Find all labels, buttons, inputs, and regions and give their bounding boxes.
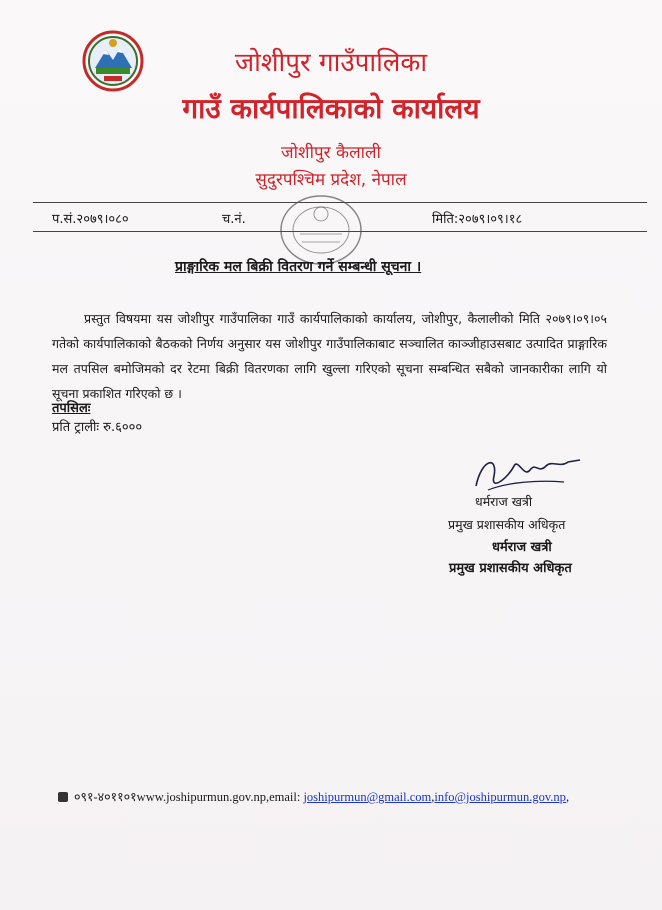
dispatch-number: च.नं. xyxy=(222,212,246,227)
signatory-title: प्रमुख प्रशासकीय अधिकृत xyxy=(448,517,566,532)
letter-number: प.सं.२०७९।०८० xyxy=(52,212,129,227)
email-link-info[interactable]: info@joshipurmun.gov.np xyxy=(434,790,566,804)
province-name: सुदुरपश्चिम प्रदेश, नेपाल xyxy=(255,170,407,190)
phone-number: ०९१-४०११०१ xyxy=(74,790,137,804)
signatory-name: धर्मराज खत्री xyxy=(475,494,533,509)
notice-subject: प्राङ्गारिक मल बिक्री वितरण गर्ने सम्बन्धी सूचना । xyxy=(175,259,422,275)
email-link-primary[interactable]: joshipurmun@gmail.com xyxy=(303,790,432,804)
signatory-name-stamp: धर्मराज खत्री xyxy=(492,540,552,555)
municipality-name: जोशीपुर गाउँपालिका xyxy=(234,48,428,78)
office-name: गाउँ कार्यपालिकाको कार्यालय xyxy=(182,92,480,125)
district-name: जोशीपुर कैलाली xyxy=(281,143,381,163)
footer-trail: , xyxy=(565,790,570,804)
phone-icon xyxy=(58,792,68,802)
contact-footer xyxy=(58,788,569,805)
letter-date: मिति:२०७९।०९।१८ xyxy=(432,212,523,227)
website[interactable]: www.joshipurmun.gov.np,email: xyxy=(136,790,304,804)
schedule-heading: तपसिलः xyxy=(52,401,91,416)
footer-separator: , xyxy=(431,790,435,804)
notice-body: प्रस्तुत विषयमा यस जोशीपुर गाउँपालिका गाउँ कार्यपालिकाको कार्यालय, जोशीपुर, कैलालीको मिति २०७९।०९।०५ गतेको कार्यपालिकाको बैठकको निर्णय अनुसार यस जोशीपुर गाउँपालिकाबाट सञ्चालित काञ्जीहाउसबाट उत्पादित प्राङ्गारिक मल तपसिल बमोजिमको दर रेटमा बिक्री वितरणका लागि खुल्ला गरिएको सूचना सम्बन्धित सबैको जानकारीका लागि यो सूचना प्रकाशित गरिएको छ । xyxy=(52,311,607,401)
signatory-title-stamp: प्रमुख प्रशासकीय अधिकृत xyxy=(449,561,572,576)
rate-per-trolley: प्रति ट्रालीः रु.६००० xyxy=(52,420,143,435)
signature-icon xyxy=(468,448,588,498)
